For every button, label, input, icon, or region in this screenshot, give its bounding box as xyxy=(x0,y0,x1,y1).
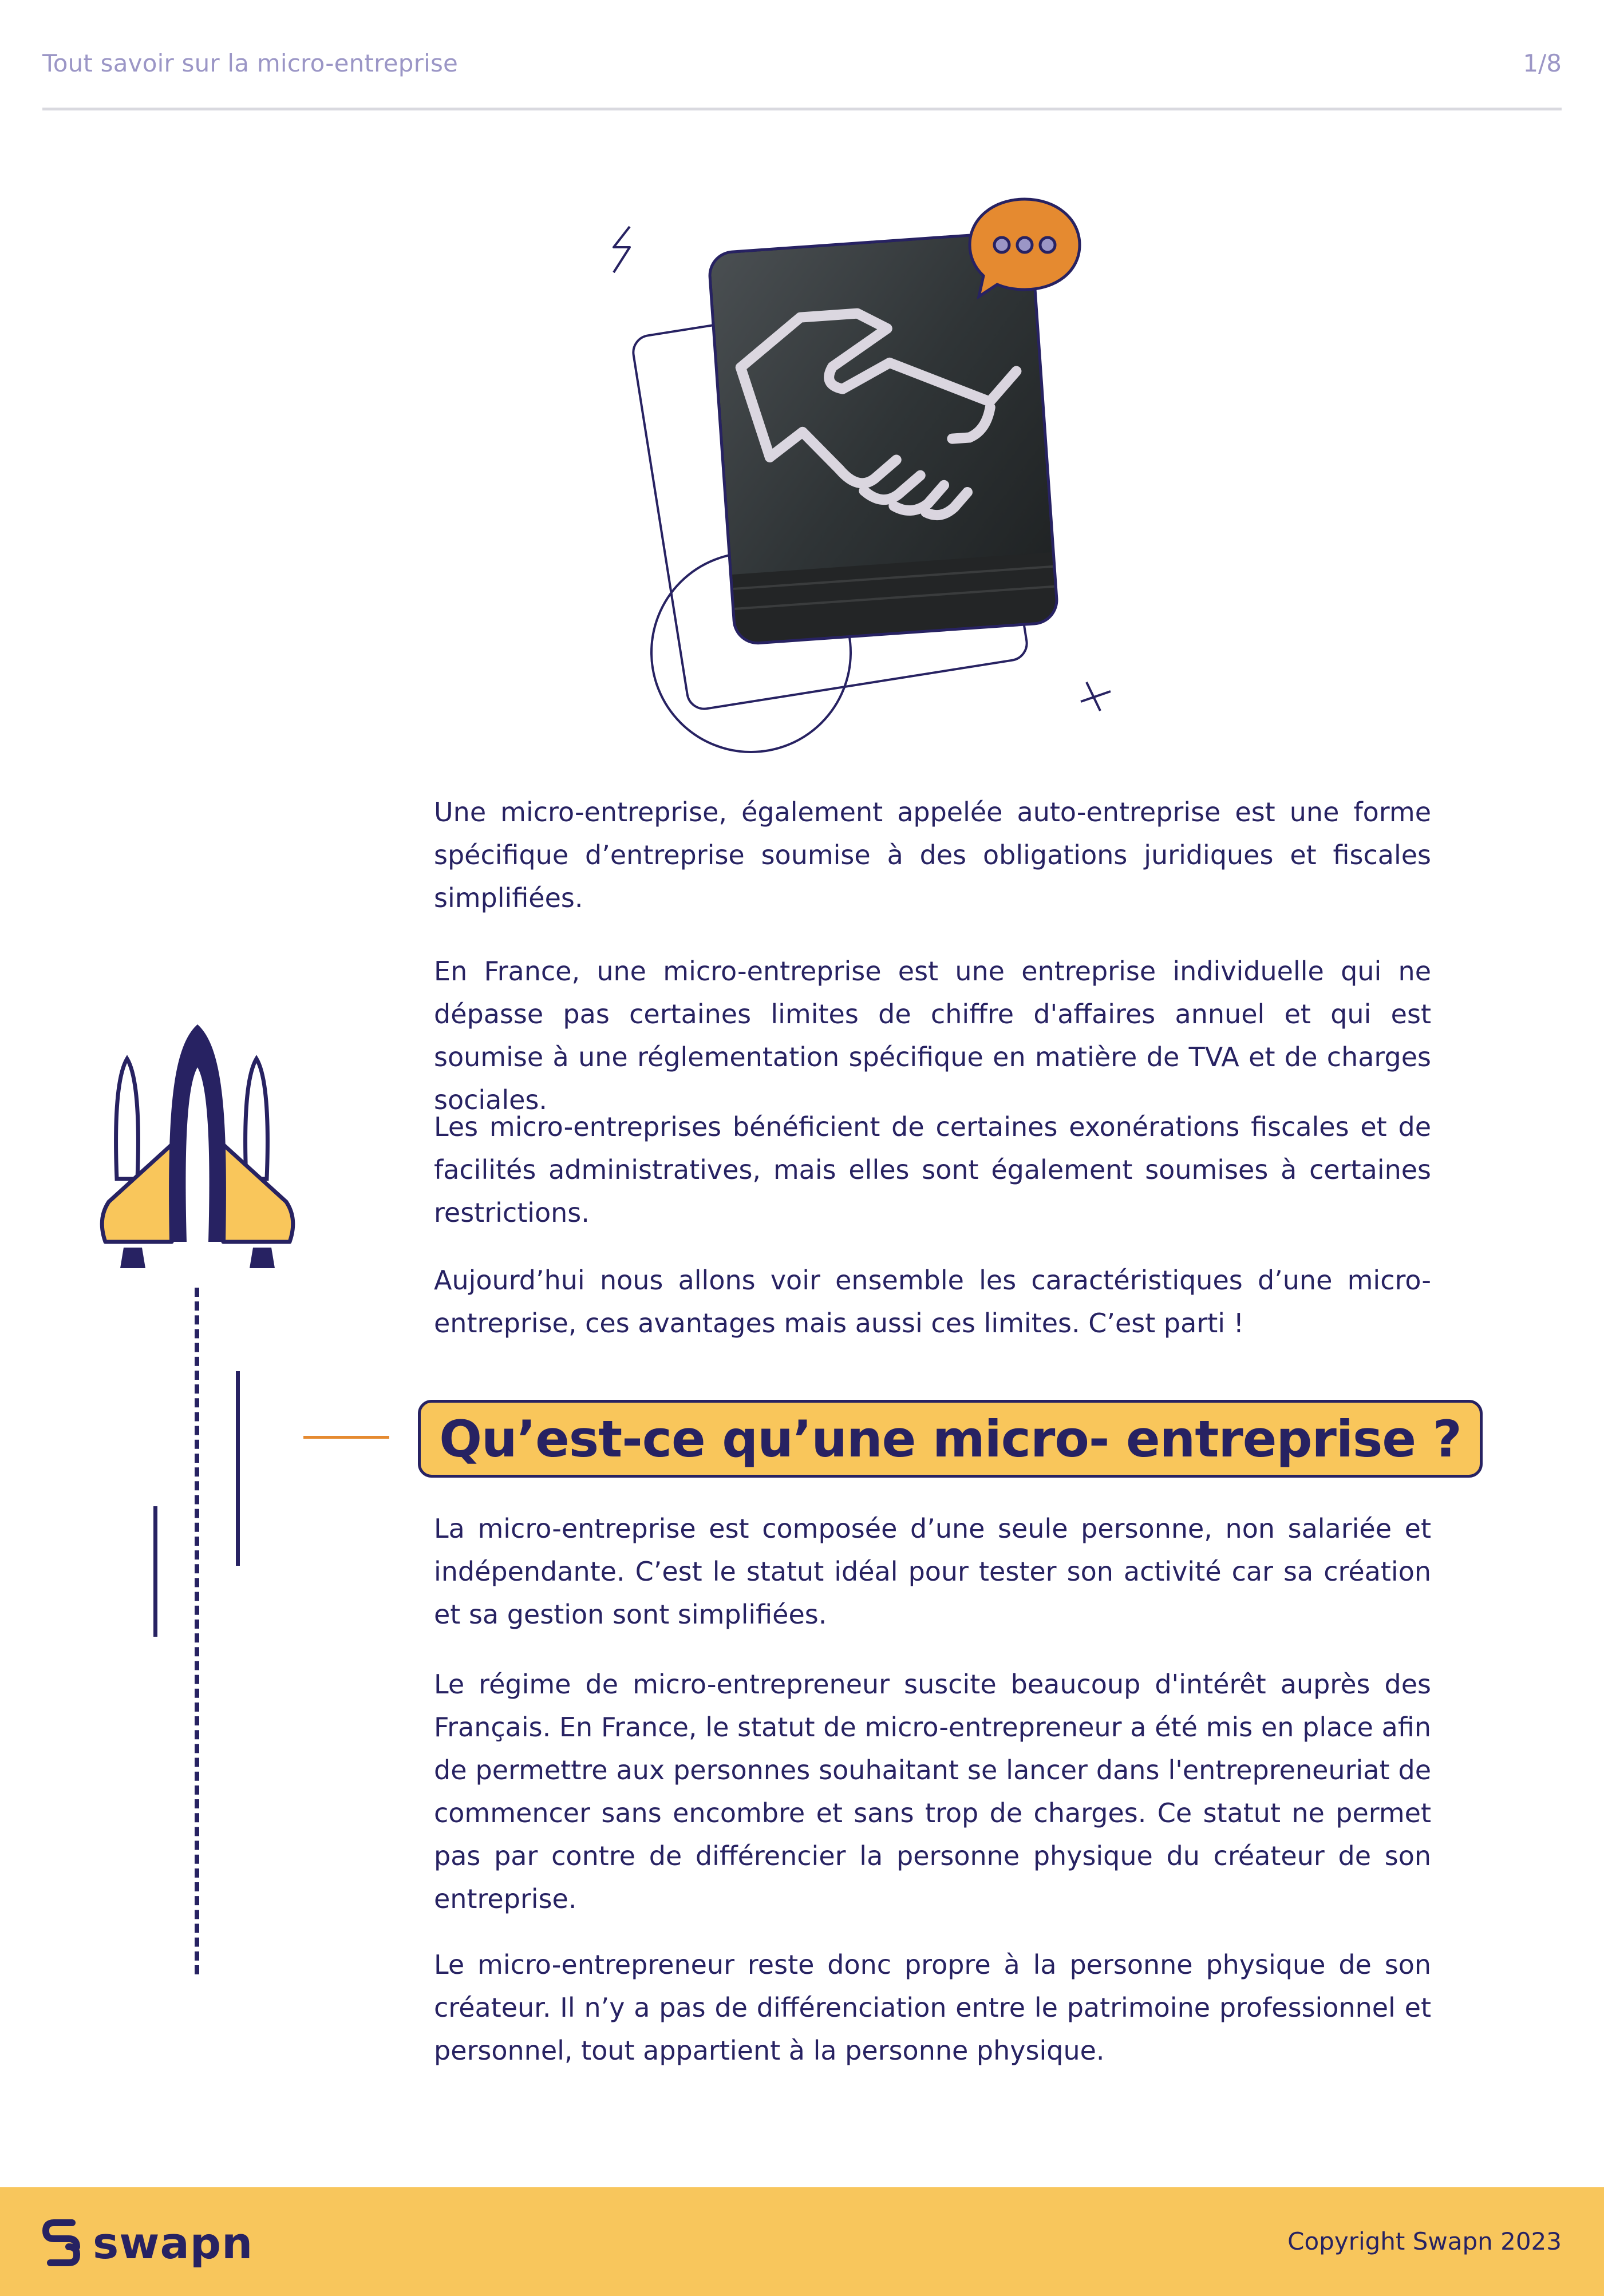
swapn-logo-icon xyxy=(42,2218,80,2267)
section-paragraph-3: Le micro-entrepreneur reste donc propre à la personne physique de son créateur. Il n’y a pas de différenciation entre le patrimoine professionnel et personnel, tout appartient à la personne physique. xyxy=(434,1949,1431,2066)
rocket-icon xyxy=(86,1013,315,1282)
page-number: 1/8 xyxy=(1523,49,1562,77)
chat-bubble-icon xyxy=(956,189,1093,303)
rocket-illustration xyxy=(86,1013,315,1282)
section-heading-box xyxy=(418,1400,1483,1478)
speed-line-left xyxy=(153,1506,157,1637)
header-divider xyxy=(42,108,1562,110)
speed-line-right xyxy=(236,1371,240,1566)
intro-paragraph-4: Aujourd’hui nous allons voir ensemble les caractéristiques d’une micro-entreprise, ces avantages mais aussi ces limites. C’est parti ! xyxy=(434,1265,1431,1339)
brand-logo xyxy=(42,2217,253,2269)
hero-illustration xyxy=(601,217,1128,778)
intro-paragraph-1: Une micro-entreprise, également appelée auto-entreprise est une forme spécifique d’entreprise soumise à des obligations juridiques et fiscales simplifiées. xyxy=(434,797,1431,913)
page-footer xyxy=(0,2187,1604,2296)
copyright-text: Copyright Swapn 2023 xyxy=(1287,2227,1562,2255)
section-heading: Qu’est-ce qu’une micro- entreprise ? xyxy=(439,1409,1461,1468)
section-paragraph-2: Le régime de micro-entrepreneur suscite beaucoup d'intérêt auprès des Français. En France, le statut de micro-entrepreneur a été mis en place afin de permettre aux personnes souhaitant se lancer dans l'entrepreneuriat de commencer sans encombre et sans trop de charges. Ce statut ne permet pas par contre de différencier la personne physique du créateur de son entreprise. xyxy=(434,1669,1431,1914)
document-header-title: Tout savoir sur la micro-entreprise xyxy=(42,49,459,77)
dashed-trail-line xyxy=(195,1288,199,1974)
brand-name: swapn xyxy=(93,2217,254,2269)
lightning-icon xyxy=(614,227,630,272)
intro-paragraph-2: En France, une micro-entreprise est une entreprise individuelle qui ne dépasse pas certaines limites de chiffre d'affaires annuel et qui est soumise à une réglementation spécifique en matière de TVA et de charges sociales. xyxy=(434,956,1431,1115)
heading-accent-line xyxy=(303,1436,389,1439)
section-paragraph-1: La micro-entreprise est composée d’une seule personne, non salariée et indépendante. C’est le statut idéal pour tester son activité car sa création et sa gestion sont simplifiées. xyxy=(434,1513,1431,1630)
intro-paragraph-3: Les micro-entreprises bénéficient de certaines exonérations fiscales et de facilités administratives, mais elles sont également soumises à certaines restrictions. xyxy=(434,1111,1431,1228)
